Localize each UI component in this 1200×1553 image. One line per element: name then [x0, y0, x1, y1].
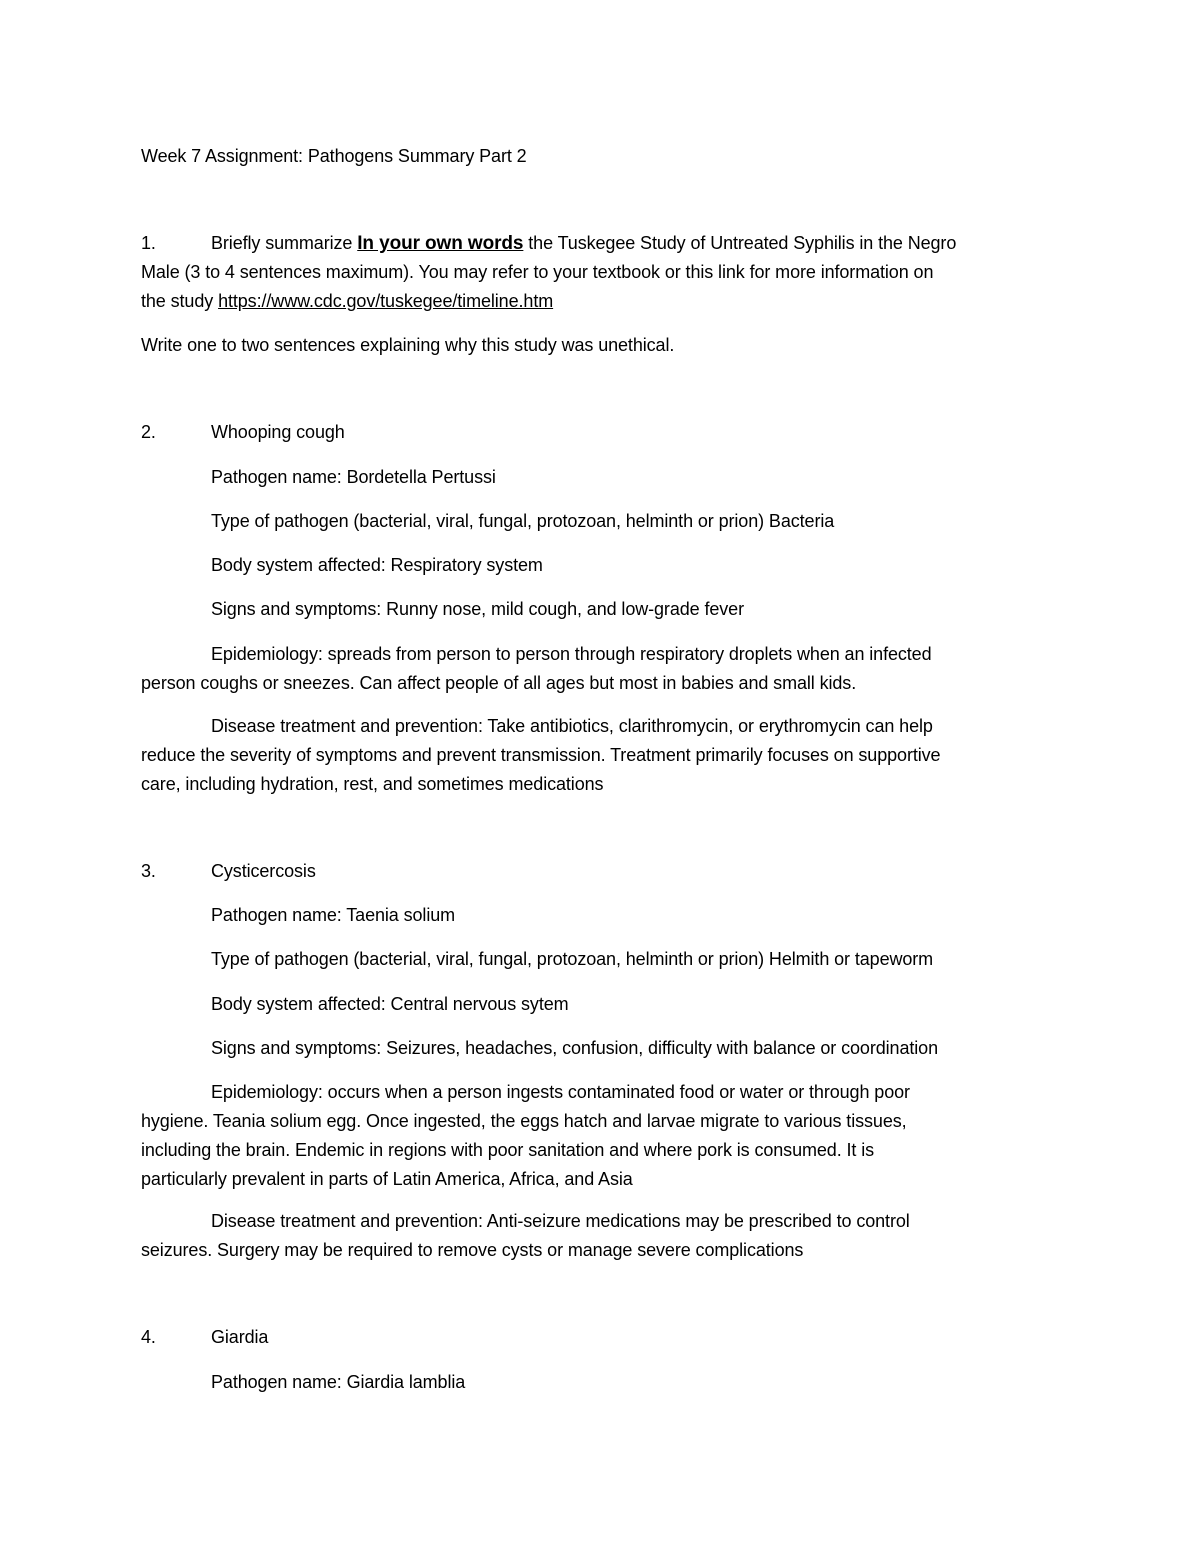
- question-number: 4.: [141, 1327, 156, 1347]
- question-2-heading: [141, 418, 1061, 447]
- question-3-heading: [141, 857, 1061, 886]
- treatment-line: reduce the severity of symptoms and prevent transmission. Treatment primarily focuses on supportive: [141, 745, 941, 765]
- body-system: Body system affected: Respiratory system: [211, 555, 543, 575]
- epidemiology-line: hygiene. Teania solium egg. Once ingested, the eggs hatch and larvae migrate to various tissues,: [141, 1111, 907, 1131]
- treatment-prevention: [141, 712, 1061, 799]
- epidemiology-line: Epidemiology: occurs when a person ingests contaminated food or water or through poor: [211, 1082, 910, 1102]
- signs-symptoms: Signs and symptoms: Runny nose, mild cough, and low-grade fever: [211, 599, 744, 619]
- epidemiology-line: person coughs or sneezes. Can affect people of all ages but most in babies and small kids.: [141, 673, 857, 693]
- question-1-line-1: [141, 229, 1061, 258]
- pathogen-name: Pathogen name: Bordetella Pertussi: [211, 467, 496, 487]
- question-1-prompt: Briefly summarize: [211, 233, 358, 253]
- treatment-line: seizures. Surgery may be required to remove cysts or manage severe complications: [141, 1240, 804, 1260]
- question-number: 2.: [141, 422, 156, 442]
- cdc-timeline-link[interactable]: https://www.cdc.gov/tuskegee/timeline.htm: [218, 291, 554, 311]
- treatment-line: Disease treatment and prevention: Anti-seizure medications may be prescribed to control: [211, 1211, 910, 1231]
- question-number: 3.: [141, 861, 156, 881]
- treatment-line: care, including hydration, rest, and sometimes medications: [141, 774, 604, 794]
- treatment-prevention: [141, 1207, 1061, 1265]
- question-4-heading: [141, 1323, 1061, 1352]
- question-1: [141, 229, 1061, 316]
- disease-name: Cysticercosis: [211, 861, 316, 881]
- question-number: 1.: [141, 233, 156, 253]
- pathogen-type: Type of pathogen (bacterial, viral, fungal, protozoan, helminth or prion) Helmith or tapeworm: [211, 949, 934, 969]
- document-title: Week 7 Assignment: Pathogens Summary Part 2: [141, 146, 527, 166]
- pathogen-type: Type of pathogen (bacterial, viral, fungal, protozoan, helminth or prion) Bacteria: [211, 511, 835, 531]
- epidemiology-line: particularly prevalent in parts of Latin America, Africa, and Asia: [141, 1169, 633, 1189]
- disease-name: Whooping cough: [211, 422, 345, 442]
- question-1-followup: Write one to two sentences explaining why this study was unethical.: [141, 335, 675, 355]
- pathogen-name: Pathogen name: Taenia solium: [211, 905, 456, 925]
- epidemiology-line: including the brain. Endemic in regions with poor sanitation and where pork is consumed. It is: [141, 1140, 875, 1160]
- epidemiology: [141, 640, 1061, 698]
- epidemiology-line: Epidemiology: spreads from person to person through respiratory droplets when an infected: [211, 644, 932, 664]
- question-1-prompt-cont: the Tuskegee Study of Untreated Syphilis in the Negro: [523, 233, 957, 253]
- body-system: Body system affected: Central nervous sytem: [211, 994, 569, 1014]
- pathogen-name: Pathogen name: Giardia lamblia: [211, 1372, 466, 1392]
- signs-symptoms: Signs and symptoms: Seizures, headaches, confusion, difficulty with balance or coordination: [211, 1038, 938, 1058]
- disease-name: Giardia: [211, 1327, 269, 1347]
- emphasis-text: In your own words: [357, 233, 524, 254]
- treatment-line: Disease treatment and prevention: Take antibiotics, clarithromycin, or erythromycin can help: [211, 716, 933, 736]
- question-1-line-3-text: the study: [141, 291, 219, 311]
- question-1-line-3: [141, 287, 1061, 316]
- question-1-line-2: Male (3 to 4 sentences maximum). You may refer to your textbook or this link for more information on: [141, 262, 934, 282]
- epidemiology: [141, 1078, 1061, 1194]
